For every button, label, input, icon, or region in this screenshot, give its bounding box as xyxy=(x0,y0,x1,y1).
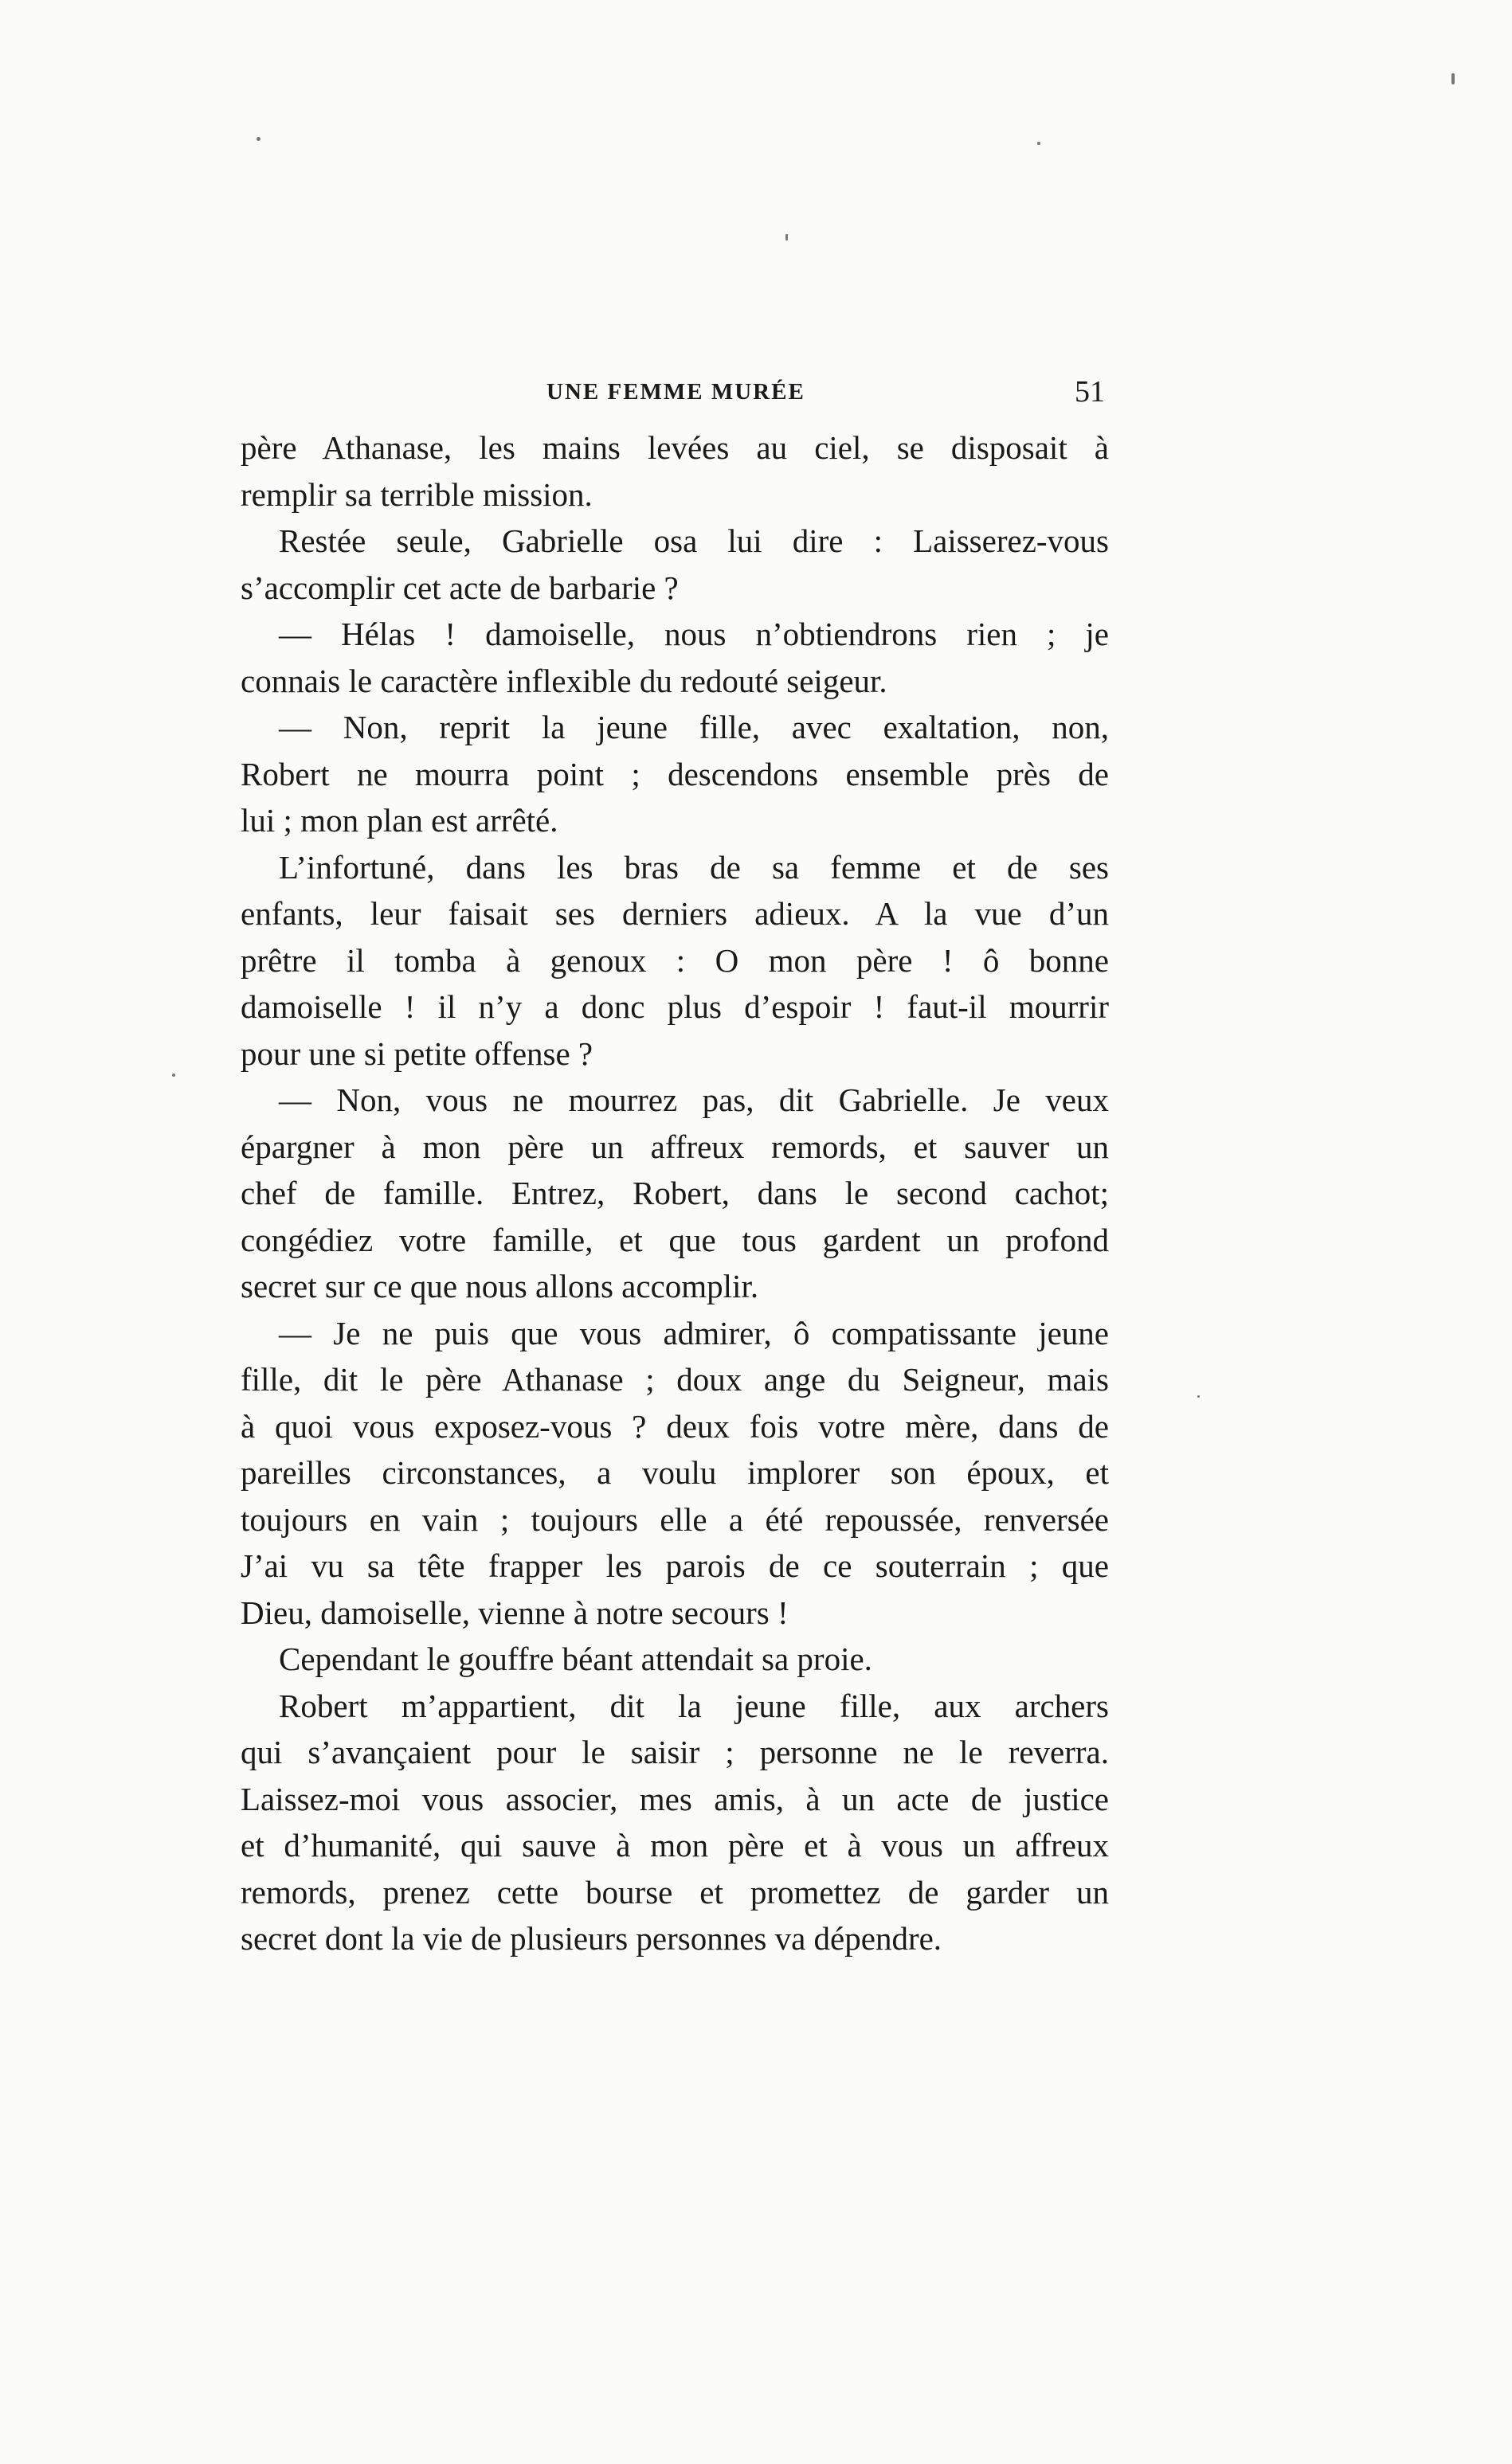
text-line: enfants, leur faisait ses derniers adieux. A la vue d’un xyxy=(241,895,1109,932)
text-line: qui s’avançaient pour le saisir ; personne ne le reverra. xyxy=(241,1734,1109,1770)
paper-speck xyxy=(1037,142,1040,145)
paper-speck xyxy=(1451,73,1455,84)
text-line: — Non, reprit la jeune fille, avec exaltation, non, xyxy=(279,709,1109,745)
text-line: Restée seule, Gabrielle osa lui dire : Laisserez-vous xyxy=(279,522,1109,559)
text-line: congédiez votre famille, et que tous gardent un profond xyxy=(241,1221,1109,1258)
text-line: chef de famille. Entrez, Robert, dans le second cachot; xyxy=(241,1175,1109,1211)
text-line: épargner à mon père un affreux remords, et sauver un xyxy=(241,1128,1109,1165)
text-line: Laissez-moi vous associer, mes amis, à un acte de justice xyxy=(241,1780,1109,1817)
body-text xyxy=(241,424,1109,1962)
running-title: UNE FEMME MURÉE xyxy=(546,379,805,405)
text-line: toujours en vain ; toujours elle a été repoussée, renversée xyxy=(241,1500,1109,1538)
text-line: — Non, vous ne mourrez pas, dit Gabrielle. Je veux xyxy=(279,1081,1109,1118)
text-line: Dieu, damoiselle, vienne à notre secours ! xyxy=(241,1594,789,1631)
text-line: L’infortuné, dans les bras de sa femme et de ses xyxy=(279,848,1109,886)
text-line: pour une si petite offense ? xyxy=(241,1034,593,1072)
text-line: pareilles circonstances, a voulu implorer son époux, et xyxy=(241,1454,1109,1491)
text-line: J’ai vu sa tête frapper les parois de ce souterrain ; que xyxy=(241,1547,1109,1584)
page-number: 51 xyxy=(1075,375,1105,409)
text-line: remords, prenez cette bourse et promettez de garder un xyxy=(241,1873,1109,1911)
text-line: à quoi vous exposez-vous ? deux fois votre mère, dans de xyxy=(241,1407,1109,1445)
text-line: damoiselle ! il n’y a donc plus d’espoir ! faut-il mourrir xyxy=(241,988,1109,1025)
text-line: — Hélas ! damoiselle, nous n’obtiendrons rien ; je xyxy=(279,616,1109,652)
text-line: prêtre il tomba à genoux : O mon père ! ô bonne xyxy=(241,941,1109,979)
text-line: remplir sa terrible mission. xyxy=(241,475,593,513)
text-line: fille, dit le père Athanase ; doux ange du Seigneur, mais xyxy=(241,1361,1109,1398)
text-line: Robert m’appartient, dit la jeune fille, aux archers xyxy=(279,1687,1109,1724)
text-line: Robert ne mourra point ; descendons ensemble près de xyxy=(241,755,1109,792)
text-line: connais le caractère inflexible du redouté seigeur. xyxy=(241,662,887,699)
text-line: — Je ne puis que vous admirer, ô compatissante jeune xyxy=(279,1314,1109,1351)
paper-speck xyxy=(1197,1395,1200,1398)
paper-speck xyxy=(785,234,788,241)
text-line: et d’humanité, qui sauve à mon père et à vous un affreux xyxy=(241,1827,1109,1864)
paper-speck xyxy=(257,137,260,141)
text-line: secret sur ce que nous allons accomplir. xyxy=(241,1268,759,1304)
paper-speck xyxy=(172,1074,175,1077)
text-line: secret dont la vie de plusieurs personnes va dépendre. xyxy=(241,1920,942,1957)
text-line: s’accomplir cet acte de barbarie ? xyxy=(241,569,679,606)
text-line: lui ; mon plan est arrêté. xyxy=(241,802,558,839)
page-header xyxy=(239,374,1115,422)
text-line: Cependant le gouffre béant attendait sa proie. xyxy=(279,1641,872,1677)
text-line: père Athanase, les mains levées au ciel, se disposait à xyxy=(241,429,1109,466)
